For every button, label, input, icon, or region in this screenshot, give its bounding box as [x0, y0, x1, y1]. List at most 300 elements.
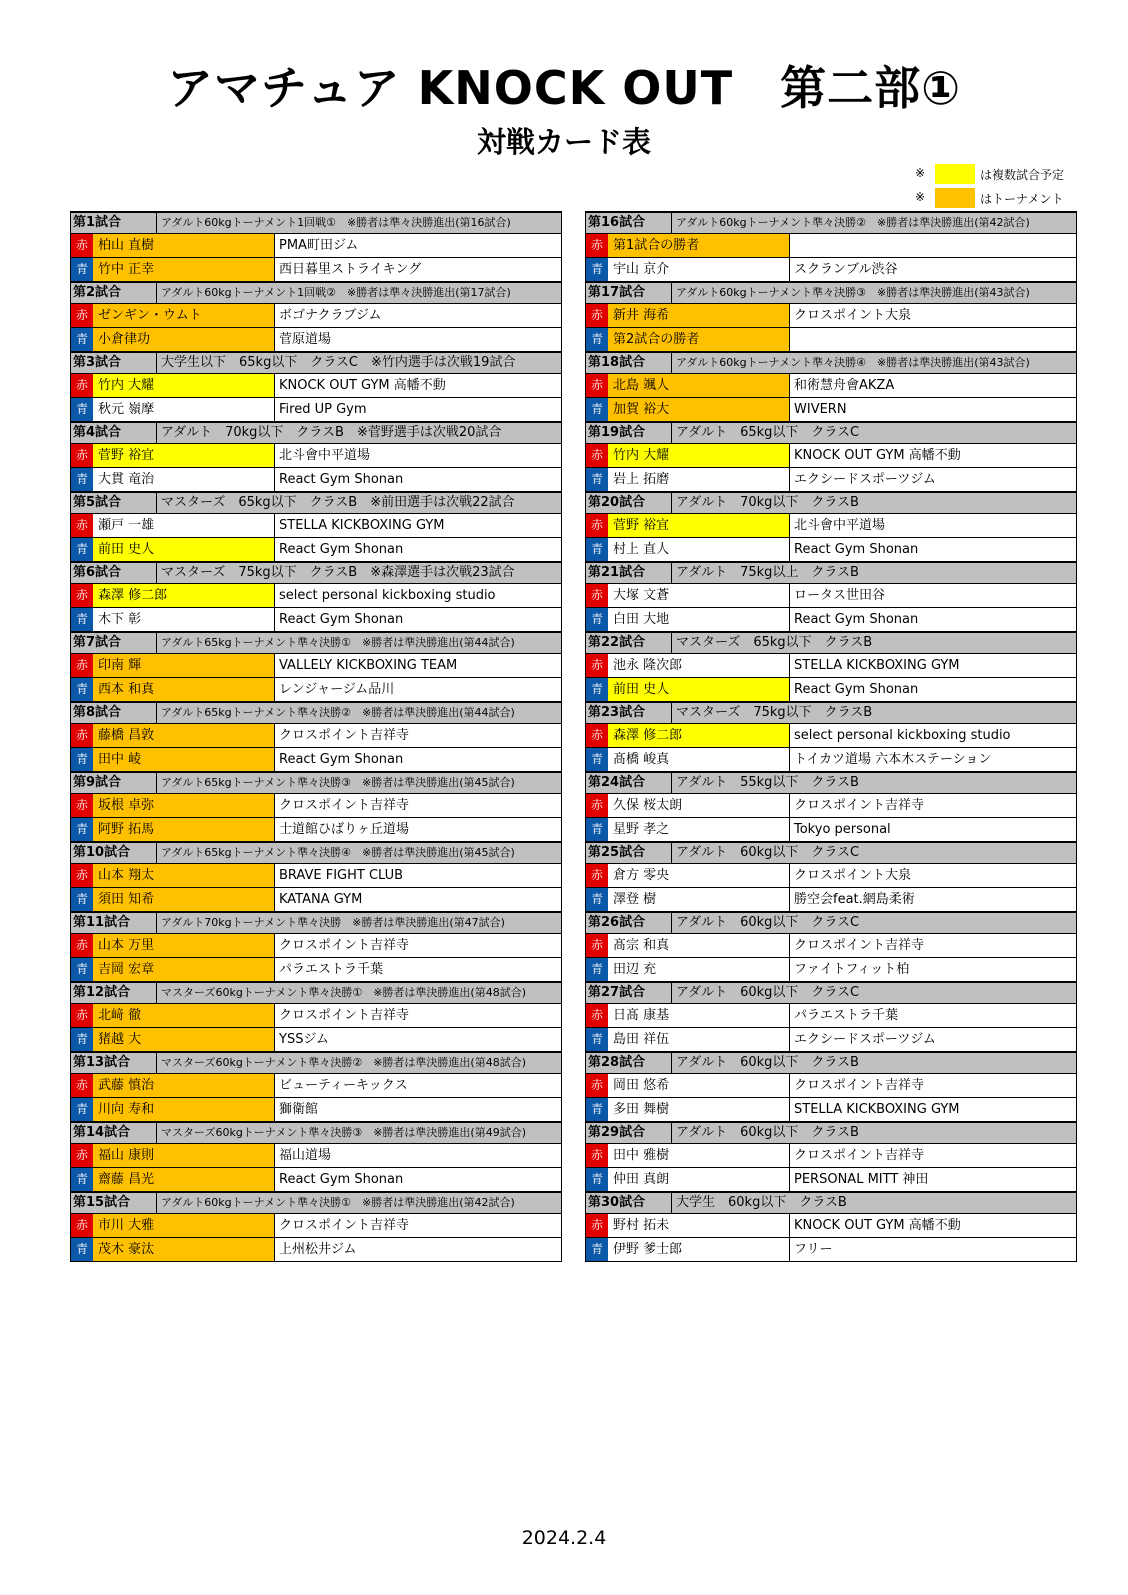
fighter-gym: 福山道場 — [279, 1148, 332, 1163]
bout-number: 第27試合 — [588, 983, 672, 1003]
fighter-name: 木下 彰 — [93, 608, 275, 631]
bout-block — [586, 212, 1076, 282]
bout-header — [71, 982, 561, 1004]
blue-corner-row — [586, 608, 1076, 632]
fighter-name: 岡田 悠希 — [608, 1074, 790, 1097]
red-corner-label: 赤 — [71, 1004, 93, 1027]
red-corner-label: 赤 — [71, 1144, 93, 1167]
red-corner-label: 赤 — [586, 934, 608, 957]
bout-block — [586, 282, 1076, 352]
bout-description: アダルト60kgトーナメント1回戦② ※勝者は準々決勝進出(第17試合) — [161, 286, 511, 299]
fighter-name: 森澤 修二郎 — [93, 584, 275, 607]
blue-corner-row — [71, 468, 561, 492]
blue-corner-label: 青 — [71, 468, 93, 491]
bout-description: アダルト65kgトーナメント準々決勝③ ※勝者は準決勝進出(第45試合) — [161, 776, 515, 789]
bout-number: 第13試合 — [73, 1053, 157, 1073]
red-corner-row — [71, 934, 561, 958]
fighter-gym: レンジャージム品川 — [279, 682, 395, 697]
bout-block — [71, 912, 561, 982]
fighter-gym: PERSONAL MITT 神田 — [794, 1172, 929, 1187]
fighter-name: 西本 和真 — [93, 678, 275, 701]
red-corner-row — [586, 1074, 1076, 1098]
fighter-gym: STELLA KICKBOXING GYM — [794, 1102, 960, 1117]
red-corner-label: 赤 — [71, 444, 93, 467]
red-corner-label: 赤 — [71, 374, 93, 397]
red-corner-row — [71, 514, 561, 538]
fighter-gym: React Gym Shonan — [279, 1172, 404, 1187]
blue-corner-row — [71, 748, 561, 772]
blue-corner-label: 青 — [586, 748, 608, 771]
blue-corner-label: 青 — [586, 328, 608, 351]
bout-number: 第16試合 — [588, 213, 672, 233]
fighter-name: 阿野 拓馬 — [93, 818, 275, 841]
red-corner-label: 赤 — [71, 724, 93, 747]
blue-corner-row — [586, 818, 1076, 842]
bout-description: アダルト65kgトーナメント準々決勝② ※勝者は準決勝進出(第44試合) — [161, 706, 515, 719]
red-corner-label: 赤 — [586, 724, 608, 747]
fighter-name: 茂木 豪汰 — [93, 1238, 275, 1261]
fighter-gym: クロスポイント吉祥寺 — [279, 728, 410, 743]
bout-block — [586, 1192, 1076, 1262]
blue-corner-label: 青 — [71, 678, 93, 701]
red-corner-row — [71, 794, 561, 818]
fighter-gym: ファイトフィット柏 — [794, 962, 910, 977]
red-corner-label: 赤 — [586, 1214, 608, 1237]
bout-header — [586, 492, 1076, 514]
fighter-gym: YSSジム — [279, 1032, 329, 1047]
blue-corner-label: 青 — [71, 328, 93, 351]
blue-corner-row — [586, 678, 1076, 702]
red-corner-row — [586, 514, 1076, 538]
bout-description: アダルト 70kg以下 クラスB ※菅野選手は次戦20試合 — [161, 425, 502, 440]
bout-description: アダルト 55kg以下 クラスB — [676, 775, 859, 790]
blue-corner-row — [71, 888, 561, 912]
fighter-name: 大塚 文蒼 — [608, 584, 790, 607]
blue-corner-row — [586, 1168, 1076, 1192]
fighter-gym: KNOCK OUT GYM 高幡不動 — [794, 1218, 961, 1233]
bout-block — [71, 772, 561, 842]
red-corner-row — [586, 234, 1076, 258]
bout-block — [71, 842, 561, 912]
red-corner-row — [586, 1004, 1076, 1028]
fighter-gym: トイカツ道場 六本木ステーション — [794, 752, 992, 767]
red-corner-row — [71, 864, 561, 888]
fighter-name: 前田 史人 — [93, 538, 275, 561]
blue-corner-label: 青 — [586, 818, 608, 841]
blue-corner-label: 青 — [71, 258, 93, 281]
bout-block — [71, 492, 561, 562]
bout-header — [71, 422, 561, 444]
red-corner-row — [586, 934, 1076, 958]
bout-number: 第21試合 — [588, 563, 672, 583]
bout-block — [586, 352, 1076, 422]
red-corner-label: 赤 — [586, 654, 608, 677]
fighter-gym: クロスポイント吉祥寺 — [794, 1078, 925, 1093]
blue-corner-row — [71, 398, 561, 422]
bout-number: 第14試合 — [73, 1123, 157, 1143]
fighter-name: 菅野 裕宜 — [608, 514, 790, 537]
bout-number: 第23試合 — [588, 703, 672, 723]
blue-corner-row — [71, 818, 561, 842]
fighter-gym: React Gym Shonan — [279, 542, 404, 557]
bout-header — [71, 702, 561, 724]
fighter-name: 加賀 裕大 — [608, 398, 790, 421]
bout-block — [586, 912, 1076, 982]
red-corner-row — [71, 584, 561, 608]
blue-corner-row — [586, 748, 1076, 772]
bout-number: 第26試合 — [588, 913, 672, 933]
blue-corner-row — [71, 678, 561, 702]
bout-block — [71, 282, 561, 352]
fighter-gym: 獅衛館 — [279, 1102, 319, 1117]
fighter-name: 北﨑 徹 — [93, 1004, 275, 1027]
fighter-name: 田辺 充 — [608, 958, 790, 981]
bout-description: 大学生以下 65kg以下 クラスC ※竹内選手は次戦19試合 — [161, 355, 516, 370]
blue-corner-row — [586, 538, 1076, 562]
fighter-name: 山本 万里 — [93, 934, 275, 957]
fighter-name: 藤橋 昌敦 — [93, 724, 275, 747]
fighter-name: 髙宗 和真 — [608, 934, 790, 957]
bout-header — [71, 632, 561, 654]
red-corner-row — [586, 724, 1076, 748]
fighter-gym: クロスポイント大泉 — [794, 308, 912, 323]
bout-description: アダルト70kgトーナメント準々決勝 ※勝者は準決勝進出(第47試合) — [161, 916, 505, 929]
red-corner-row — [71, 304, 561, 328]
red-corner-label: 赤 — [586, 514, 608, 537]
fighter-name: 池永 隆次郎 — [608, 654, 790, 677]
blue-corner-label: 青 — [586, 1028, 608, 1051]
fighter-name: 村上 直人 — [608, 538, 790, 561]
bout-number: 第5試合 — [73, 493, 157, 513]
blue-corner-label: 青 — [71, 1238, 93, 1261]
bout-header — [586, 282, 1076, 304]
fighter-gym: KNOCK OUT GYM 高幡不動 — [794, 448, 961, 463]
bout-description: マスターズ60kgトーナメント準々決勝② ※勝者は準決勝進出(第48試合) — [161, 1056, 527, 1069]
bout-block — [586, 842, 1076, 912]
fighter-name: 山本 翔太 — [93, 864, 275, 887]
bout-description: アダルト65kgトーナメント準々決勝① ※勝者は準決勝進出(第44試合) — [161, 636, 515, 649]
bout-block — [586, 632, 1076, 702]
fighter-gym: React Gym Shonan — [794, 542, 919, 557]
bout-number: 第9試合 — [73, 773, 157, 793]
fighter-name: 柏山 直樹 — [93, 234, 275, 257]
red-corner-label: 赤 — [71, 1214, 93, 1237]
fighter-gym: エクシードスポーツジム — [794, 472, 936, 487]
red-corner-row — [71, 1074, 561, 1098]
legend-swatch-yellow — [935, 164, 975, 184]
fighter-name: 第2試合の勝者 — [608, 328, 790, 351]
fighter-gym: スクランブル渋谷 — [794, 262, 898, 277]
blue-corner-row — [71, 1168, 561, 1192]
bout-number: 第18試合 — [588, 353, 672, 373]
bout-number: 第29試合 — [588, 1123, 672, 1143]
blue-corner-row — [71, 1028, 561, 1052]
red-corner-row — [586, 584, 1076, 608]
blue-corner-label: 青 — [586, 1168, 608, 1191]
fighter-gym: Fired UP Gym — [279, 402, 367, 417]
bout-number: 第22試合 — [588, 633, 672, 653]
bout-block — [586, 772, 1076, 842]
fighter-gym: ロータス世田谷 — [794, 588, 886, 603]
fighter-gym: クロスポイント吉祥寺 — [279, 798, 410, 813]
bout-header — [71, 1122, 561, 1144]
red-corner-label: 赤 — [586, 584, 608, 607]
blue-corner-row — [586, 1098, 1076, 1122]
bout-description: マスターズ 75kg以下 クラスB ※森澤選手は次戦23試合 — [161, 565, 515, 580]
blue-corner-row — [71, 608, 561, 632]
blue-corner-row — [586, 398, 1076, 422]
bout-block — [71, 702, 561, 772]
bout-number: 第6試合 — [73, 563, 157, 583]
fighter-name: 多田 舞樹 — [608, 1098, 790, 1121]
bout-description: アダルト 60kg以下 クラスB — [676, 1055, 859, 1070]
red-corner-row — [71, 444, 561, 468]
fighter-name: 川向 寿和 — [93, 1098, 275, 1121]
bout-block — [71, 352, 561, 422]
red-corner-row — [586, 864, 1076, 888]
fighter-gym: 士道館ひばりヶ丘道場 — [279, 822, 410, 837]
bout-number: 第10試合 — [73, 843, 157, 863]
red-corner-label: 赤 — [586, 1004, 608, 1027]
bout-description: アダルト 70kg以下 クラスB — [676, 495, 859, 510]
fighter-name: ゼンギン・ウムト — [93, 304, 275, 327]
fighter-gym: 菅原道場 — [279, 332, 332, 347]
fighter-name: 森澤 修二郎 — [608, 724, 790, 747]
fighter-name: 大貫 竜治 — [93, 468, 275, 491]
blue-corner-row — [71, 538, 561, 562]
bout-block — [586, 492, 1076, 562]
bout-number: 第12試合 — [73, 983, 157, 1003]
bout-header — [71, 492, 561, 514]
legend-tournament — [915, 188, 1115, 208]
fighter-name: 白田 大地 — [608, 608, 790, 631]
blue-corner-label: 青 — [586, 608, 608, 631]
fighter-gym: クロスポイント吉祥寺 — [794, 1148, 925, 1163]
bout-number: 第15試合 — [73, 1193, 157, 1213]
bout-number: 第20試合 — [588, 493, 672, 513]
red-corner-label: 赤 — [71, 584, 93, 607]
bout-block — [71, 212, 561, 282]
fighter-gym: クロスポイント吉祥寺 — [279, 938, 410, 953]
fighter-name: 星野 孝之 — [608, 818, 790, 841]
blue-corner-label: 青 — [586, 1098, 608, 1121]
bout-description: マスターズ 65kg以下 クラスB ※前田選手は次戦22試合 — [161, 495, 515, 510]
fighter-gym: React Gym Shonan — [794, 612, 919, 627]
red-corner-row — [71, 654, 561, 678]
red-corner-label: 赤 — [586, 864, 608, 887]
red-corner-label: 赤 — [586, 1074, 608, 1097]
bout-header — [71, 282, 561, 304]
fighter-name: 前田 史人 — [608, 678, 790, 701]
red-corner-row — [71, 724, 561, 748]
fighter-name: 倉方 零央 — [608, 864, 790, 887]
blue-corner-row — [71, 328, 561, 352]
blue-corner-label: 青 — [71, 958, 93, 981]
red-corner-label: 赤 — [71, 304, 93, 327]
bout-description: アダルト 75kg以上 クラスB — [676, 565, 859, 580]
fighter-gym: select personal kickboxing studio — [279, 588, 496, 603]
bout-description: アダルト60kgトーナメント1回戦① ※勝者は準々決勝進出(第16試合) — [161, 216, 511, 229]
red-corner-label: 赤 — [586, 304, 608, 327]
fighter-name: 髙橋 峻真 — [608, 748, 790, 771]
blue-corner-row — [71, 1098, 561, 1122]
fighter-name: 日髙 康基 — [608, 1004, 790, 1027]
bout-number: 第30試合 — [588, 1193, 672, 1213]
red-corner-row — [586, 374, 1076, 398]
bout-number: 第2試合 — [73, 283, 157, 303]
bout-description: アダルト60kgトーナメント準々決勝④ ※勝者は準決勝進出(第43試合) — [676, 356, 1030, 369]
bout-header — [586, 212, 1076, 234]
bout-header — [586, 1122, 1076, 1144]
blue-corner-label: 青 — [586, 958, 608, 981]
fighter-name: 竹中 正幸 — [93, 258, 275, 281]
fighter-gym: VALLELY KICKBOXING TEAM — [279, 658, 458, 673]
bout-header — [71, 212, 561, 234]
red-corner-label: 赤 — [586, 1144, 608, 1167]
fighter-name: 齋藤 昌光 — [93, 1168, 275, 1191]
bout-block — [586, 562, 1076, 632]
bout-header — [71, 842, 561, 864]
blue-corner-row — [586, 1028, 1076, 1052]
bout-header — [586, 1192, 1076, 1214]
fighter-gym: Tokyo personal — [794, 822, 891, 837]
red-corner-row — [71, 1004, 561, 1028]
fighter-name: 田中 雅樹 — [608, 1144, 790, 1167]
fighter-gym: ボゴナクラブジム — [279, 308, 382, 323]
fighter-gym: クロスポイント吉祥寺 — [794, 938, 925, 953]
fighter-gym: STELLA KICKBOXING GYM — [794, 658, 960, 673]
red-corner-row — [586, 794, 1076, 818]
blue-corner-row — [586, 888, 1076, 912]
blue-corner-label: 青 — [71, 1168, 93, 1191]
fighter-gym: パラエストラ千葉 — [279, 962, 384, 977]
fighter-gym: PMA町田ジム — [279, 238, 359, 253]
blue-corner-label: 青 — [586, 468, 608, 491]
bout-header — [71, 1192, 561, 1214]
red-corner-label: 赤 — [71, 864, 93, 887]
bout-description: 大学生 60kg以下 クラスB — [676, 1195, 847, 1210]
fighter-name: 猪越 大 — [93, 1028, 275, 1051]
bout-number: 第17試合 — [588, 283, 672, 303]
blue-corner-label: 青 — [71, 888, 93, 911]
bout-description: マスターズ60kgトーナメント準々決勝③ ※勝者は準決勝進出(第49試合) — [161, 1126, 527, 1139]
bout-header — [71, 352, 561, 374]
red-corner-label: 赤 — [71, 1074, 93, 1097]
fighter-name: 吉岡 宏章 — [93, 958, 275, 981]
fighter-name: 岩上 拓磨 — [608, 468, 790, 491]
bout-description: アダルト 60kg以下 クラスB — [676, 1125, 859, 1140]
red-corner-label: 赤 — [71, 654, 93, 677]
blue-corner-label: 青 — [586, 888, 608, 911]
bout-header — [586, 702, 1076, 724]
blue-corner-row — [71, 1238, 561, 1262]
blue-corner-row — [71, 958, 561, 982]
fighter-name: 須田 知希 — [93, 888, 275, 911]
bout-description: アダルト60kgトーナメント準々決勝③ ※勝者は準決勝進出(第43試合) — [676, 286, 1030, 299]
fighter-gym: STELLA KICKBOXING GYM — [279, 518, 445, 533]
red-corner-row — [71, 1214, 561, 1238]
blue-corner-label: 青 — [586, 258, 608, 281]
bout-table-right — [585, 211, 1077, 1262]
legend-multiple-bouts — [915, 164, 1115, 184]
blue-corner-label: 青 — [71, 1028, 93, 1051]
fighter-name: 秋元 嶺摩 — [93, 398, 275, 421]
red-corner-row — [586, 1144, 1076, 1168]
fighter-name: 久保 桜太朗 — [608, 794, 790, 817]
bout-description: アダルト60kgトーナメント準々決勝② ※勝者は準決勝進出(第42試合) — [676, 216, 1030, 229]
fighter-gym: エクシードスポーツジム — [794, 1032, 936, 1047]
red-corner-row — [586, 654, 1076, 678]
bout-block — [71, 632, 561, 702]
fighter-gym: 上州松井ジム — [279, 1242, 357, 1257]
red-corner-label: 赤 — [586, 444, 608, 467]
blue-corner-label: 青 — [586, 1238, 608, 1261]
bout-header — [586, 772, 1076, 794]
bout-description: マスターズ 65kg以下 クラスB — [676, 635, 873, 650]
bout-block — [71, 982, 561, 1052]
legend-mark: ※ — [915, 166, 926, 180]
fighter-gym: React Gym Shonan — [279, 612, 404, 627]
blue-corner-label: 青 — [586, 678, 608, 701]
bout-header — [586, 562, 1076, 584]
bout-header — [586, 352, 1076, 374]
bout-block — [71, 1122, 561, 1192]
blue-corner-label: 青 — [71, 608, 93, 631]
bout-header — [586, 632, 1076, 654]
bout-number: 第24試合 — [588, 773, 672, 793]
fighter-name: 竹内 大耀 — [608, 444, 790, 467]
fighter-gym: パラエストラ千葉 — [794, 1008, 899, 1023]
bout-header — [71, 912, 561, 934]
legend-text: はトーナメント — [980, 192, 1064, 206]
fighter-name: 仲田 真朗 — [608, 1168, 790, 1191]
fighter-gym: 北斗會中平道場 — [279, 448, 371, 463]
blue-corner-row — [586, 258, 1076, 282]
fighter-name: 北島 颯人 — [608, 374, 790, 397]
red-corner-row — [71, 374, 561, 398]
red-corner-label: 赤 — [586, 234, 608, 257]
bout-number: 第7試合 — [73, 633, 157, 653]
red-corner-row — [71, 234, 561, 258]
fighter-gym: クロスポイント大泉 — [794, 868, 912, 883]
bout-block — [71, 562, 561, 632]
blue-corner-row — [586, 328, 1076, 352]
fighter-gym: フリー — [794, 1242, 833, 1257]
blue-corner-label: 青 — [71, 818, 93, 841]
bout-description: マスターズ 75kg以下 クラスB — [676, 705, 873, 720]
fighter-gym: KNOCK OUT GYM 高幡不動 — [279, 378, 446, 393]
fighter-name: 竹内 大耀 — [93, 374, 275, 397]
red-corner-label: 赤 — [71, 234, 93, 257]
fighter-name: 第1試合の勝者 — [608, 234, 790, 257]
bout-header — [71, 772, 561, 794]
blue-corner-row — [71, 258, 561, 282]
bout-header — [586, 842, 1076, 864]
fighter-gym: select personal kickboxing studio — [794, 728, 1011, 743]
bout-header — [586, 912, 1076, 934]
blue-corner-row — [586, 468, 1076, 492]
fighter-name: 武藤 慎治 — [93, 1074, 275, 1097]
bout-description: アダルト 60kg以下 クラスC — [676, 915, 860, 930]
red-corner-row — [71, 1144, 561, 1168]
bout-header — [586, 1052, 1076, 1074]
fighter-gym: クロスポイント吉祥寺 — [794, 798, 925, 813]
fighter-gym: 勝空会feat.網島柔術 — [794, 892, 915, 907]
blue-corner-row — [586, 1238, 1076, 1262]
bout-header — [586, 982, 1076, 1004]
bout-description: アダルト 60kg以下 クラスC — [676, 985, 860, 1000]
fighter-gym: 和術慧舟會AKZA — [794, 378, 895, 393]
